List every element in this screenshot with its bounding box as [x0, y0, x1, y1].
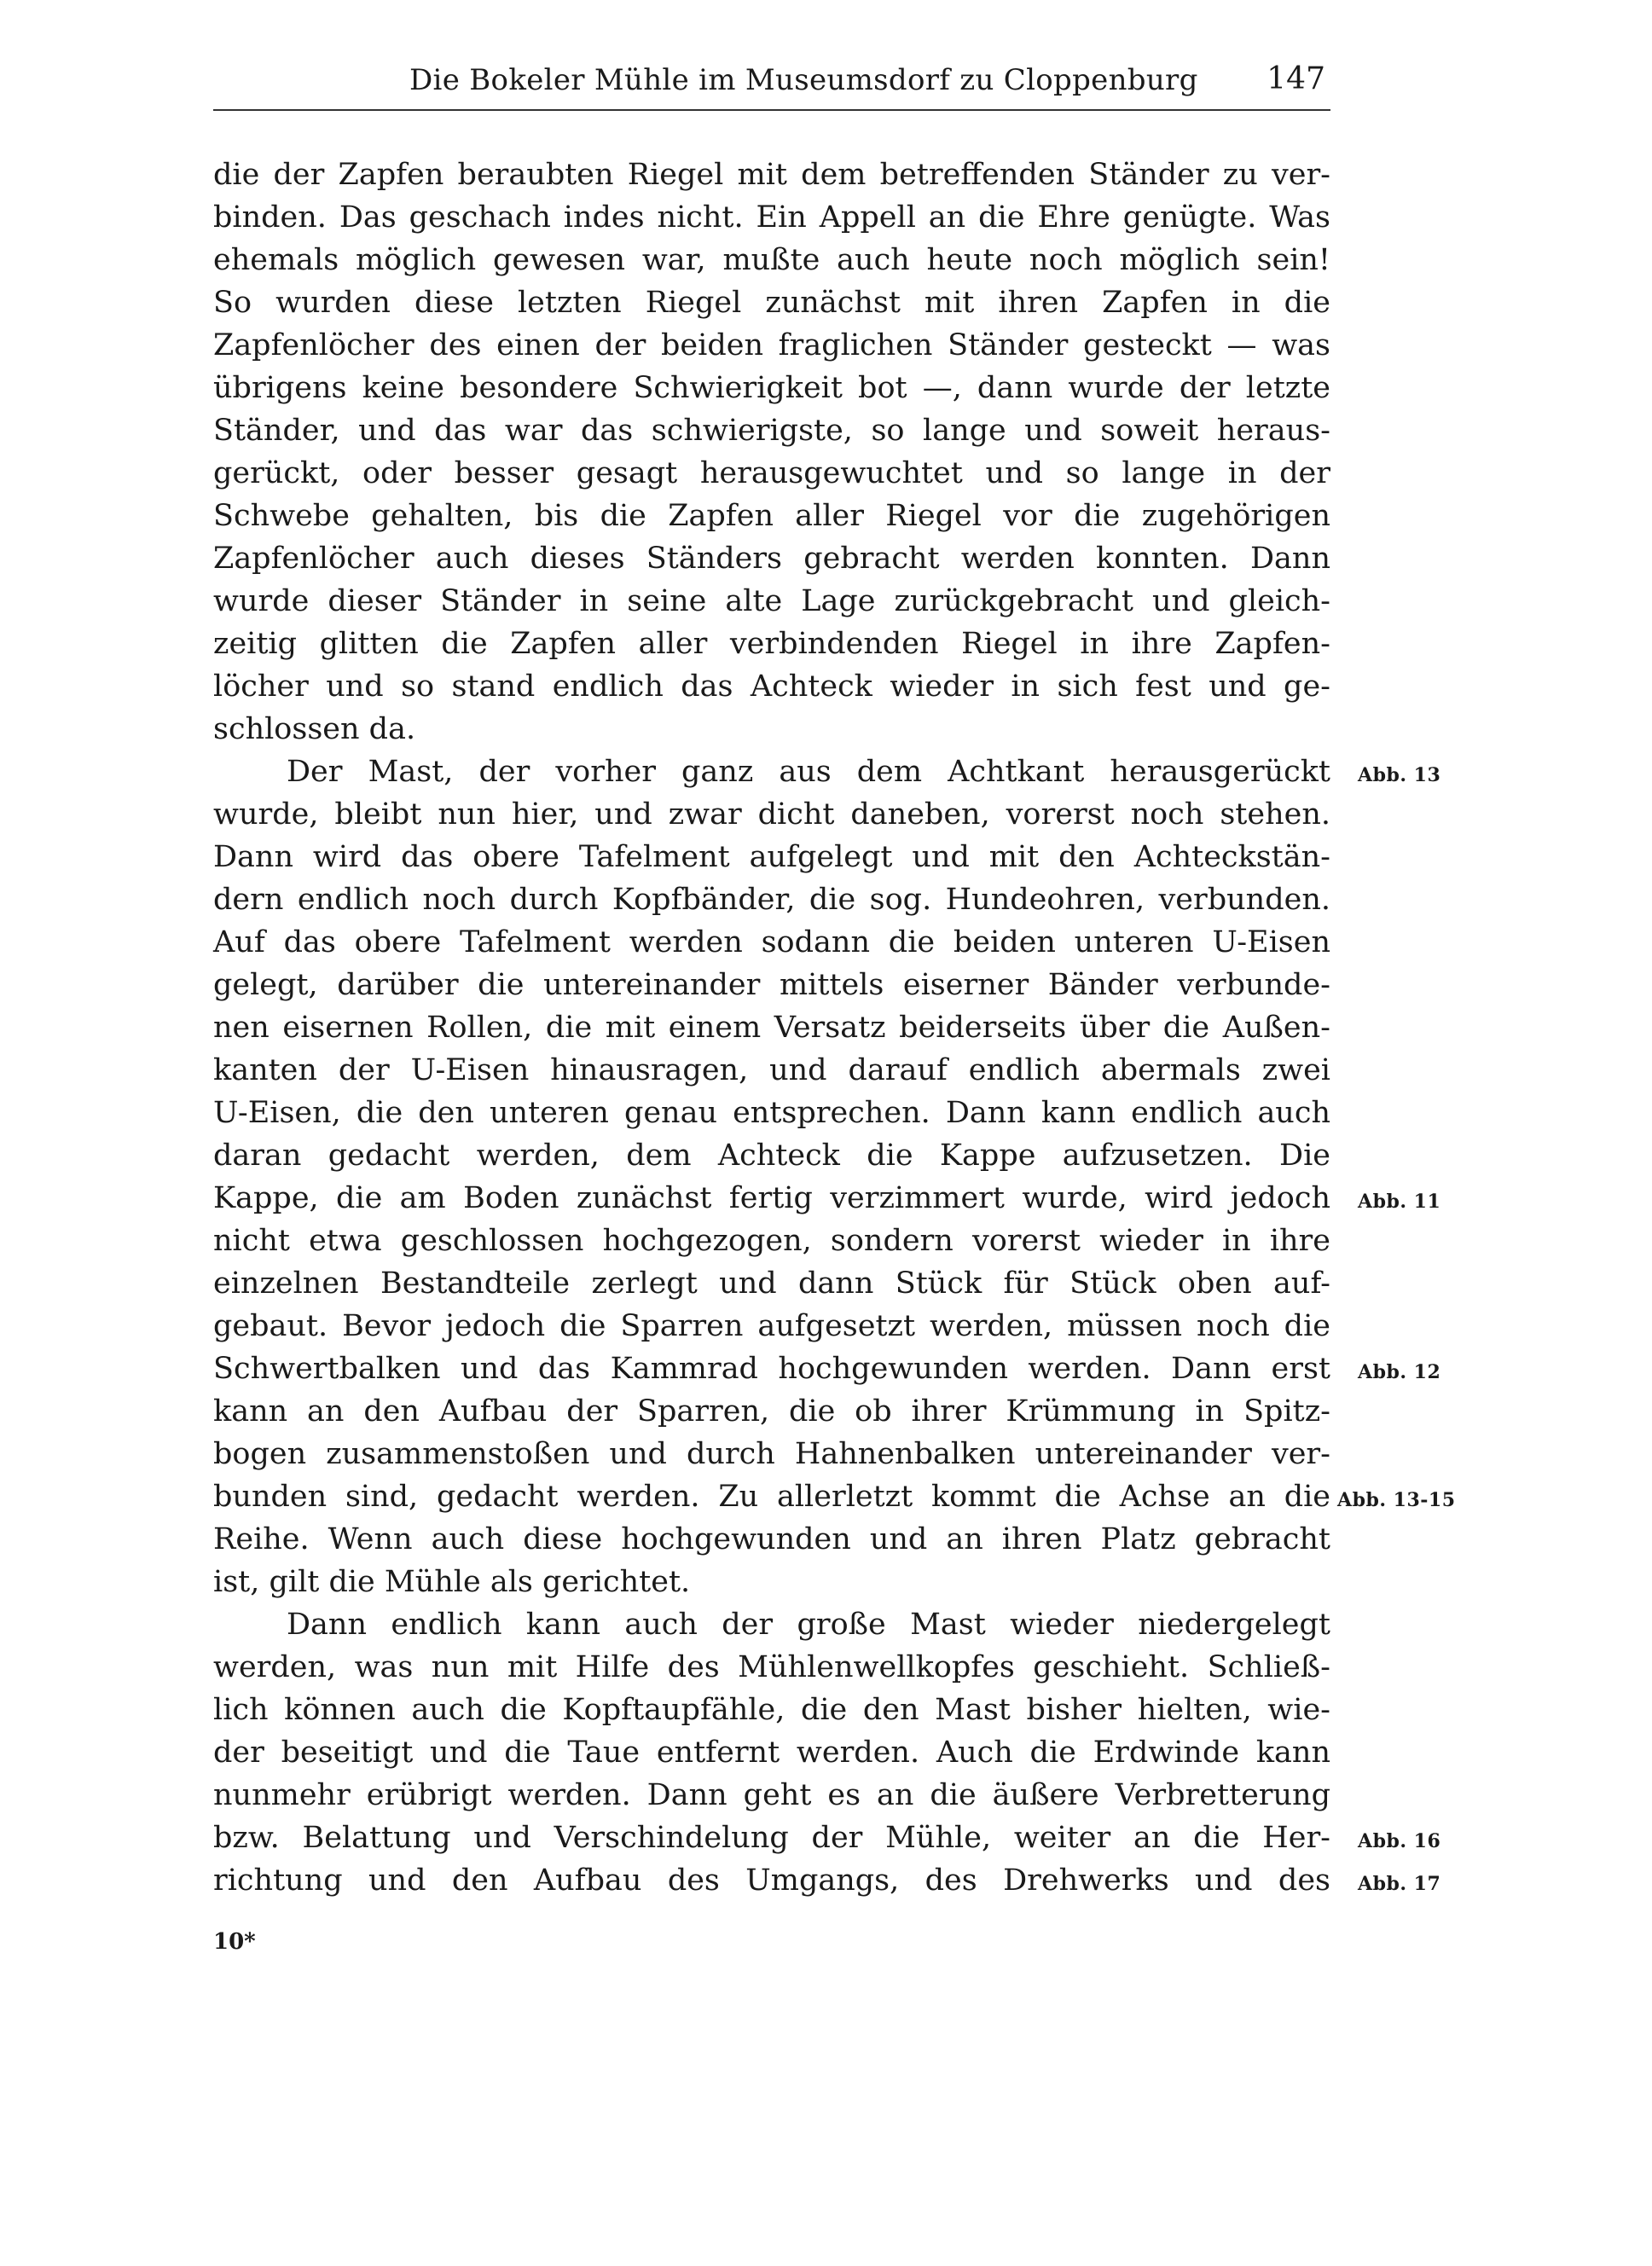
text-line: [213, 793, 1330, 836]
text-line: [213, 708, 1330, 751]
line-text: übrigens keine besondere Schwierigkeit bot —, dann wurde der letzte: [213, 371, 1330, 405]
line-text: nen eisernen Rollen, die mit einem Versatz beiderseits über die Außen-: [213, 1011, 1330, 1045]
text-line: [213, 1390, 1330, 1433]
text-line: [213, 537, 1330, 580]
line-text: bogen zusammenstoßen und durch Hahnenbalken untereinander ver-: [213, 1437, 1330, 1471]
line-text: dern endlich noch durch Kopfbänder, die sog. Hundeohren, verbunden.: [213, 883, 1330, 917]
figure-reference-note: Abb. 13-15: [1337, 1489, 1456, 1511]
text-line: [213, 623, 1330, 665]
text-line: [213, 1305, 1330, 1347]
line-text: Zapfenlöcher des einen der beiden fraglichen Ständer gesteckt — was: [213, 328, 1330, 362]
figure-reference-note: Abb. 11: [1358, 1191, 1441, 1213]
text-line: [213, 1049, 1330, 1092]
text-line: [213, 1006, 1330, 1049]
text-line: [213, 324, 1330, 367]
line-text: Der Mast, der vorher ganz aus dem Achtkant herausgerückt: [287, 755, 1330, 789]
figure-reference-note: Abb. 16: [1358, 1830, 1441, 1852]
text-line: [213, 1731, 1330, 1774]
text-line: [213, 196, 1330, 239]
text-line: [213, 1220, 1330, 1262]
line-text: nunmehr erübrigt werden. Dann geht es an die äußere Verbretterung: [213, 1778, 1330, 1812]
text-line: [213, 495, 1330, 537]
text-line: [213, 921, 1330, 964]
text-line: [213, 1774, 1330, 1817]
line-text: bunden sind, gedacht werden. Zu allerletzt kommt die Achse an die: [213, 1480, 1330, 1514]
line-text: gerückt, oder besser gesagt herausgewuchtet und so lange in der: [213, 456, 1330, 490]
text-line: [213, 409, 1330, 452]
line-text: kanten der U-Eisen hinausragen, und darauf endlich abermals zwei: [213, 1053, 1330, 1087]
line-text: wurde, bleibt nun hier, und zwar dicht daneben, vorerst noch stehen.: [213, 797, 1330, 832]
line-text: zeitig glitten die Zapfen aller verbindenden Riegel in ihre Zapfen-: [213, 627, 1330, 661]
line-text: lich können auch die Kopftaupfähle, die den Mast bisher hielten, wie-: [213, 1693, 1330, 1727]
line-text: kann an den Aufbau der Sparren, die ob ihrer Krümmung in Spitz-: [213, 1394, 1330, 1429]
text-line: [213, 452, 1330, 495]
text-line: [213, 1518, 1330, 1561]
line-text: werden, was nun mit Hilfe des Mühlenwellkopfes geschieht. Schließ-: [213, 1650, 1330, 1684]
line-text: löcher und so stand endlich das Achteck wieder in sich fest und ge-: [213, 669, 1330, 704]
line-text: Schwertbalken und das Kammrad hochgewunden werden. Dann erst: [213, 1352, 1330, 1386]
line-text: schlossen da.: [213, 712, 416, 746]
text-line: [213, 1859, 1441, 1902]
line-text: binden. Das geschach indes nicht. Ein Appell an die Ehre genügte. Was: [213, 200, 1330, 235]
page-number: 147: [1267, 61, 1325, 96]
line-text: wurde dieser Ständer in seine alte Lage zurückgebracht und gleich-: [213, 584, 1330, 618]
running-title: Die Bokeler Mühle im Museumsdorf zu Cloppenburg: [409, 63, 1198, 97]
text-line: [213, 836, 1330, 878]
line-text: bzw. Belattung und Verschindelung der Mühle, weiter an die Her-: [213, 1821, 1330, 1855]
text-line: [213, 964, 1330, 1006]
text-line: [213, 1433, 1330, 1475]
text-line: [213, 878, 1330, 921]
line-text: Auf das obere Tafelment werden sodann die beiden unteren U-Eisen: [213, 925, 1330, 959]
text-line: [213, 1177, 1441, 1220]
text-line: [213, 1134, 1330, 1177]
line-text: U-Eisen, die den unteren genau entsprechen. Dann kann endlich auch: [213, 1096, 1330, 1130]
text-line: [213, 1603, 1330, 1646]
text-line: [213, 665, 1330, 708]
text-line: [213, 1817, 1441, 1859]
text-line: [213, 1561, 1330, 1603]
text-line: [213, 1262, 1330, 1305]
text-line: [213, 367, 1330, 409]
text-line: [213, 1689, 1330, 1731]
line-text: Zapfenlöcher auch dieses Ständers gebracht werden konnten. Dann: [213, 542, 1330, 576]
text-line: [213, 239, 1330, 281]
line-text: Dann endlich kann auch der große Mast wieder niedergelegt: [287, 1608, 1330, 1642]
line-text: Reihe. Wenn auch diese hochgewunden und an ihren Platz gebracht: [213, 1522, 1330, 1556]
figure-reference-note: Abb. 12: [1358, 1361, 1441, 1383]
figure-reference-note: Abb. 17: [1358, 1873, 1441, 1895]
line-text: Ständer, und das war das schwierigste, so lange und soweit heraus-: [213, 414, 1330, 448]
text-line: [213, 580, 1330, 623]
text-line: [213, 1347, 1441, 1390]
text-line: [213, 281, 1330, 324]
running-head: [213, 58, 1330, 109]
line-text: So wurden diese letzten Riegel zunächst mit ihren Zapfen in die: [213, 286, 1330, 320]
text-line: [213, 1646, 1330, 1689]
figure-reference-note: Abb. 13: [1358, 764, 1441, 786]
line-text: gebaut. Bevor jedoch die Sparren aufgesetzt werden, müssen noch die: [213, 1309, 1330, 1343]
line-text: Kappe, die am Boden zunächst fertig verzimmert wurde, wird jedoch: [213, 1181, 1330, 1215]
line-text: gelegt, darüber die untereinander mittels eiserner Bänder verbunde-: [213, 968, 1330, 1002]
text-line: [213, 1092, 1330, 1134]
line-text: Schwebe gehalten, bis die Zapfen aller Riegel vor die zugehörigen: [213, 499, 1330, 533]
line-text: daran gedacht werden, dem Achteck die Kappe aufzusetzen. Die: [213, 1139, 1330, 1173]
text-line: [213, 1475, 1456, 1518]
line-text: Dann wird das obere Tafelment aufgelegt und mit den Achteckstän-: [213, 840, 1330, 874]
line-text: nicht etwa geschlossen hochgezogen, sondern vorerst wieder in ihre: [213, 1224, 1330, 1258]
printer-signature: 10*: [213, 1929, 256, 1955]
line-text: ist, gilt die Mühle als gerichtet.: [213, 1565, 691, 1599]
body-text: [213, 154, 1456, 1902]
text-line: [213, 751, 1441, 793]
header-rule: [213, 109, 1330, 111]
text-line: [213, 154, 1330, 196]
line-text: einzelnen Bestandteile zerlegt und dann Stück für Stück oben auf-: [213, 1266, 1330, 1301]
line-text: ehemals möglich gewesen war, mußte auch heute noch möglich sein!: [213, 243, 1330, 277]
line-text: der beseitigt und die Taue entfernt werden. Auch die Erdwinde kann: [213, 1736, 1330, 1770]
line-text: richtung und den Aufbau des Umgangs, des Drehwerks und des: [213, 1863, 1330, 1898]
line-text: die der Zapfen beraubten Riegel mit dem betreffenden Ständer zu ver-: [213, 158, 1330, 192]
